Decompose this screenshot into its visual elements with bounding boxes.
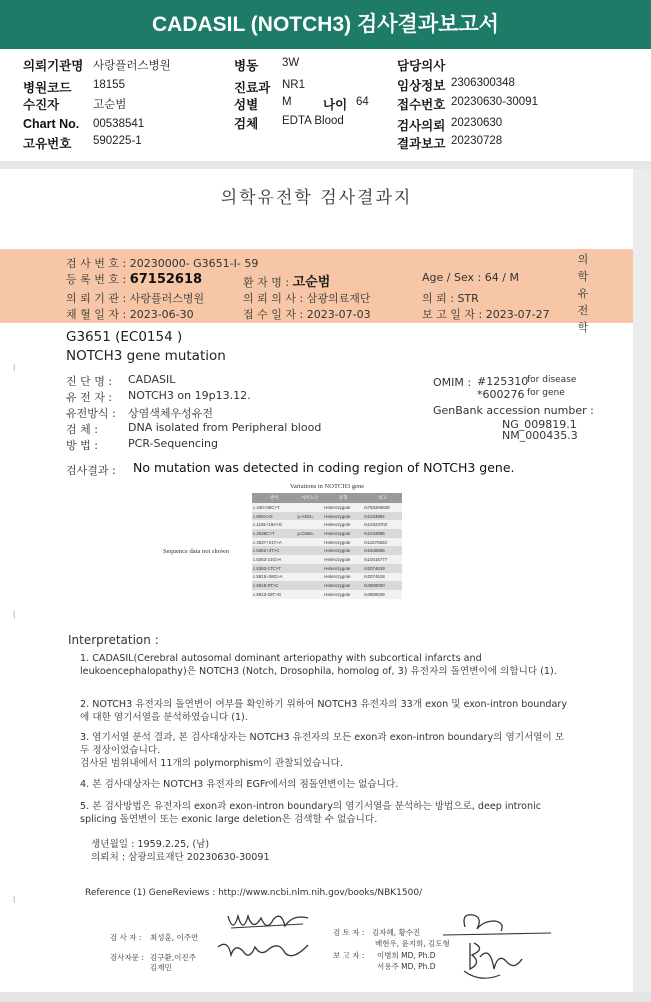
interpretation-label: Interpretation : [68, 633, 159, 647]
variant-cell [297, 573, 324, 582]
variant-cell: c.5363-21G>A [252, 555, 297, 564]
variant-cell [297, 590, 324, 599]
variant-cell [297, 520, 324, 529]
omim-gene-note: for gene [527, 388, 565, 398]
scan-mark: ⌇ [12, 364, 17, 374]
doc-title: 의학유전학 검사결과지 [220, 188, 413, 208]
variant-cell [297, 503, 324, 512]
age-sex-label: Age / Sex : [422, 271, 482, 284]
header-panel [0, 49, 651, 161]
collect-date: 2023-06-30 [129, 308, 194, 321]
chart-label: Chart No. [23, 117, 80, 131]
variant-row [252, 555, 402, 564]
side-vertical-text: 의 학 유 전 학 [577, 253, 589, 334]
variant-cell: rs4809029 [363, 590, 402, 599]
variant-cell: rs753306839 [363, 503, 402, 512]
variant-cell: Heterozygote [323, 520, 363, 529]
variant-cell: rs1043996 [363, 529, 402, 538]
variant-cell: rs2074618 [363, 573, 402, 582]
interp-5: 5. 본 검사방법은 유전자의 exon과 exon-intron boundary의 염기서열을 분석하는 방법으로, deep intronic splicing 돌연변이 또는 exonic large deletion은 검색할 수 없습니다. [80, 801, 542, 825]
variant-cell: rs1548555 [363, 546, 402, 555]
variant-row [252, 573, 402, 582]
omim-label: OMIM : [433, 376, 472, 389]
specimen-label: 검체 [234, 117, 259, 131]
variant-cell: rs10416777 [363, 555, 402, 564]
variant-cell [297, 538, 324, 547]
variant-row [252, 581, 402, 590]
test-name: NOTCH3 gene mutation [66, 348, 226, 364]
variant-cell: Heterozygote [323, 590, 363, 599]
omim-disease-note: for disease [527, 375, 577, 385]
variant-cell: c.3637+21T>A [252, 538, 297, 547]
bottom-margin [0, 992, 651, 1002]
exam-no-label: 검 사 번 호 : [66, 257, 127, 270]
variant-row [252, 503, 402, 512]
ward: 3W [282, 57, 300, 69]
variant-cell: rs1043994 [363, 512, 402, 521]
variants-table [252, 493, 402, 599]
variant-cell [297, 546, 324, 555]
collect-label: 채 혈 일 자 : [66, 308, 127, 321]
clinical-info: 2306300348 [451, 77, 515, 89]
request-label: 검사의뢰 [397, 119, 446, 133]
variant-cell: rs4809030 [363, 581, 402, 590]
variant-cell: c.5362+3T>C [252, 546, 297, 555]
variant-cell: c.1192+19A>G [252, 520, 297, 529]
variant-cell: Heterozygote [323, 546, 363, 555]
variant-cell: c.340+36C>T [252, 503, 297, 512]
exam-no: 20230000- G3651-I- 59 [129, 257, 259, 270]
chart-no: 00538541 [93, 118, 145, 130]
variant-cell: Heterozygote [323, 529, 363, 538]
result-label: 검사결과 : [66, 464, 116, 477]
variant-cell: c.2538C>T [252, 529, 297, 538]
method: PCR-Sequencing [128, 437, 218, 450]
variant-cell: Heterozygote [323, 503, 363, 512]
clinical-label: 임상정보 [397, 79, 446, 93]
dept: NR1 [282, 79, 306, 91]
request-date: 20230630 [451, 117, 503, 129]
variant-cell: Heterozygote [323, 538, 363, 547]
variant-cell: Heterozygote [323, 564, 363, 573]
age: 64 [356, 96, 369, 108]
unique-no: 590225-1 [93, 135, 142, 147]
specimen-doc: DNA isolated from Peripheral blood [128, 421, 322, 434]
scan-mark: ⌇ [12, 611, 17, 621]
receive-label: 접 수 일 자 : [243, 308, 304, 321]
variant-row [252, 564, 402, 573]
hospital-code-label: 병원코드 [23, 81, 72, 95]
patient-info-band [0, 249, 633, 323]
supervisor: 김구환,이진주 [150, 953, 196, 962]
variant-cell: Heterozygote [323, 581, 363, 590]
variant-cell: p.C846= [297, 529, 324, 538]
variant-cell: rs2074619 [363, 564, 402, 573]
receive-date: 2023-07-03 [306, 308, 371, 321]
specimen: EDTA Blood [282, 115, 344, 127]
reporter-signature [460, 939, 530, 987]
specimen-doc-label: 검 체 : [66, 423, 98, 436]
interp-3: 3. 염기서열 분석 결과, 본 검사대상자는 NOTCH3 유전자의 모든 exon과 exon-intron boundary의 염기서열이 모두 정상이었습니다. [80, 732, 565, 756]
age-label: 나이 [323, 98, 348, 112]
age-sex: 64 / M [484, 271, 519, 284]
scan-mark: ⌇ [12, 896, 17, 906]
reporter-label: 보 고 자 : [333, 951, 365, 960]
dx-label: 진 단 명 : [66, 375, 113, 388]
patient-name: 고순범 [292, 275, 331, 290]
unique-label: 고유번호 [23, 137, 72, 151]
report-label: 결과보고 [397, 137, 446, 151]
supervisor-2: 김재민 [150, 963, 172, 972]
variant-cell: c.5818-8T>C [252, 581, 297, 590]
variant-header: 아미노산 [297, 493, 324, 503]
ward-info: STR [457, 292, 479, 305]
reviewer-label: 검 토 자 : [333, 928, 365, 937]
hospital-code: 18155 [93, 79, 125, 91]
interp-1: 1. CADASIL(Cerebral autosomal dominant arteriopathy with subcortical infarcts and leukoencephalopathy)은 NOTCH3 (Notch, Drosophila, homolog of, 3) 유전자의 돌연변이에 의합니다 (1). [80, 653, 557, 677]
reg-no: 67152618 [129, 272, 203, 287]
test-code: G3651 (EC0154 ) [66, 329, 183, 345]
sex: M [282, 96, 292, 108]
receipt-no: 20230630-30091 [451, 96, 538, 108]
requester: 의뢰처 : 삼광의료재단 20230630-30091 [91, 852, 270, 863]
gene: NOTCH3 on 19p13.12. [128, 389, 251, 402]
variant-row [252, 520, 402, 529]
variant-header: 유형 [323, 493, 363, 503]
report-date: 20230728 [451, 135, 503, 147]
birth-date: 생년월일 : 1959.2.25, (남) [91, 839, 210, 850]
variant-cell: p.A202= [297, 512, 324, 521]
inherit-label: 유전방식 : [66, 407, 116, 420]
variant-row [252, 529, 402, 538]
variant-cell [297, 555, 324, 564]
doctor-info: 삼광의료재단 [306, 292, 371, 305]
variant-cell: Heterozygote [323, 512, 363, 521]
requesting-org-label: 의뢰기관명 [23, 59, 84, 73]
sex-label: 성별 [234, 98, 259, 112]
doctor-info-label: 의 뢰 의 사 : [243, 292, 304, 305]
doctor-label: 담당의사 [397, 59, 446, 73]
omim-disease: #125310 [477, 375, 529, 388]
variant-row [252, 538, 402, 547]
sequence-note: Sequence data not shown [163, 548, 229, 555]
header-separator [0, 161, 651, 169]
variants-title: Variations in NOTCH3 gene [289, 483, 365, 490]
report-title: CADASIL (NOTCH3) 검사결과보고서 [152, 13, 499, 36]
reviewer: 김자혜, 황수진 [372, 928, 421, 937]
gene-label: 유 전 자 : [66, 391, 113, 404]
requesting-org: 사랑플러스병원 [93, 60, 171, 72]
variant-cell: rs10423702 [363, 520, 402, 529]
variant-header: 비고 [363, 493, 402, 503]
reviewer-2: 배현우, 윤지희, 김도형 [375, 939, 450, 948]
supervisor-label: 검사자문 : [110, 953, 144, 962]
interp-4: 4. 본 검사대상자는 NOTCH3 유전자의 EGFr에서의 점돌연변이는 없습니다. [80, 779, 399, 790]
result-text: No mutation was detected in coding region of NOTCH3 gene. [133, 460, 515, 475]
genbank-1: NG_009819.1 [502, 418, 577, 431]
inherit: 상염색체우성유전 [128, 407, 214, 420]
ward-info-label: 의 뢰 : [422, 292, 454, 305]
variant-cell [297, 564, 324, 573]
variant-cell: Heterozygote [323, 555, 363, 564]
interp-3b: 검사된 범위내에서 11개의 polymorphism이 관찰되었습니다. [80, 758, 343, 769]
report-info-date: 2023-07-27 [485, 308, 550, 321]
patient: 고순범 [93, 99, 127, 111]
genbank-2: NM_000435.3 [502, 429, 578, 442]
report-title-bar [0, 0, 651, 49]
org: 사랑플러스병원 [129, 292, 205, 305]
dept-label: 진료과 [234, 81, 271, 95]
supervisor-signature [213, 937, 313, 965]
patient-name-label: 환 자 명 : [243, 276, 290, 289]
dx: CADASIL [128, 373, 176, 386]
ward-label: 병동 [234, 59, 259, 73]
method-label: 방 법 : [66, 439, 98, 452]
variant-cell: rs11670823 [363, 538, 402, 547]
interp-2: 2. NOTCH3 유전자의 돌연변이 여부를 확인하기 위하여 NOTCH3 유전자의 33개 exon 및 exon-intron boundary에 대한 염기서열을 분석하였습니다 (1). [80, 699, 568, 723]
variant-header: 변이 [252, 493, 297, 503]
reviewer-signature [443, 907, 553, 941]
org-label: 의 뢰 기 관 : [66, 292, 127, 305]
report-info-label: 보 고 일 자 : [422, 308, 483, 321]
variant-row [252, 590, 402, 599]
reporter-2: 서용주 MD, Ph.D [377, 962, 436, 971]
variant-row [252, 512, 402, 521]
variant-cell: c.5363-17C>T [252, 564, 297, 573]
variant-cell: c.606A>G [252, 512, 297, 521]
variant-cell: Heterozygote [323, 573, 363, 582]
page-edge [633, 169, 651, 992]
examiner-signature [223, 906, 313, 936]
examiner-label: 검 사 자 : [110, 933, 142, 942]
omim-gene: *600276 [477, 388, 525, 401]
reporter: 이병희 MD, Ph.D [377, 951, 436, 960]
variant-cell [297, 581, 324, 590]
genbank-label: GenBank accession number : [433, 404, 594, 417]
patient-label: 수진자 [23, 98, 60, 112]
variant-cell: c.5815+38G>A [252, 573, 297, 582]
variant-cell: c.5913-28T>G [252, 590, 297, 599]
variant-row [252, 546, 402, 555]
receipt-label: 접수번호 [397, 98, 446, 112]
scanned-report [0, 169, 633, 992]
reference: Reference (1) GeneReviews : http://www.ncbi.nlm.nih.gov/books/NBK1500/ [85, 888, 423, 898]
reg-no-label: 등 록 번 호 : [66, 273, 127, 286]
examiner: 최성훈, 이주연 [150, 933, 199, 942]
